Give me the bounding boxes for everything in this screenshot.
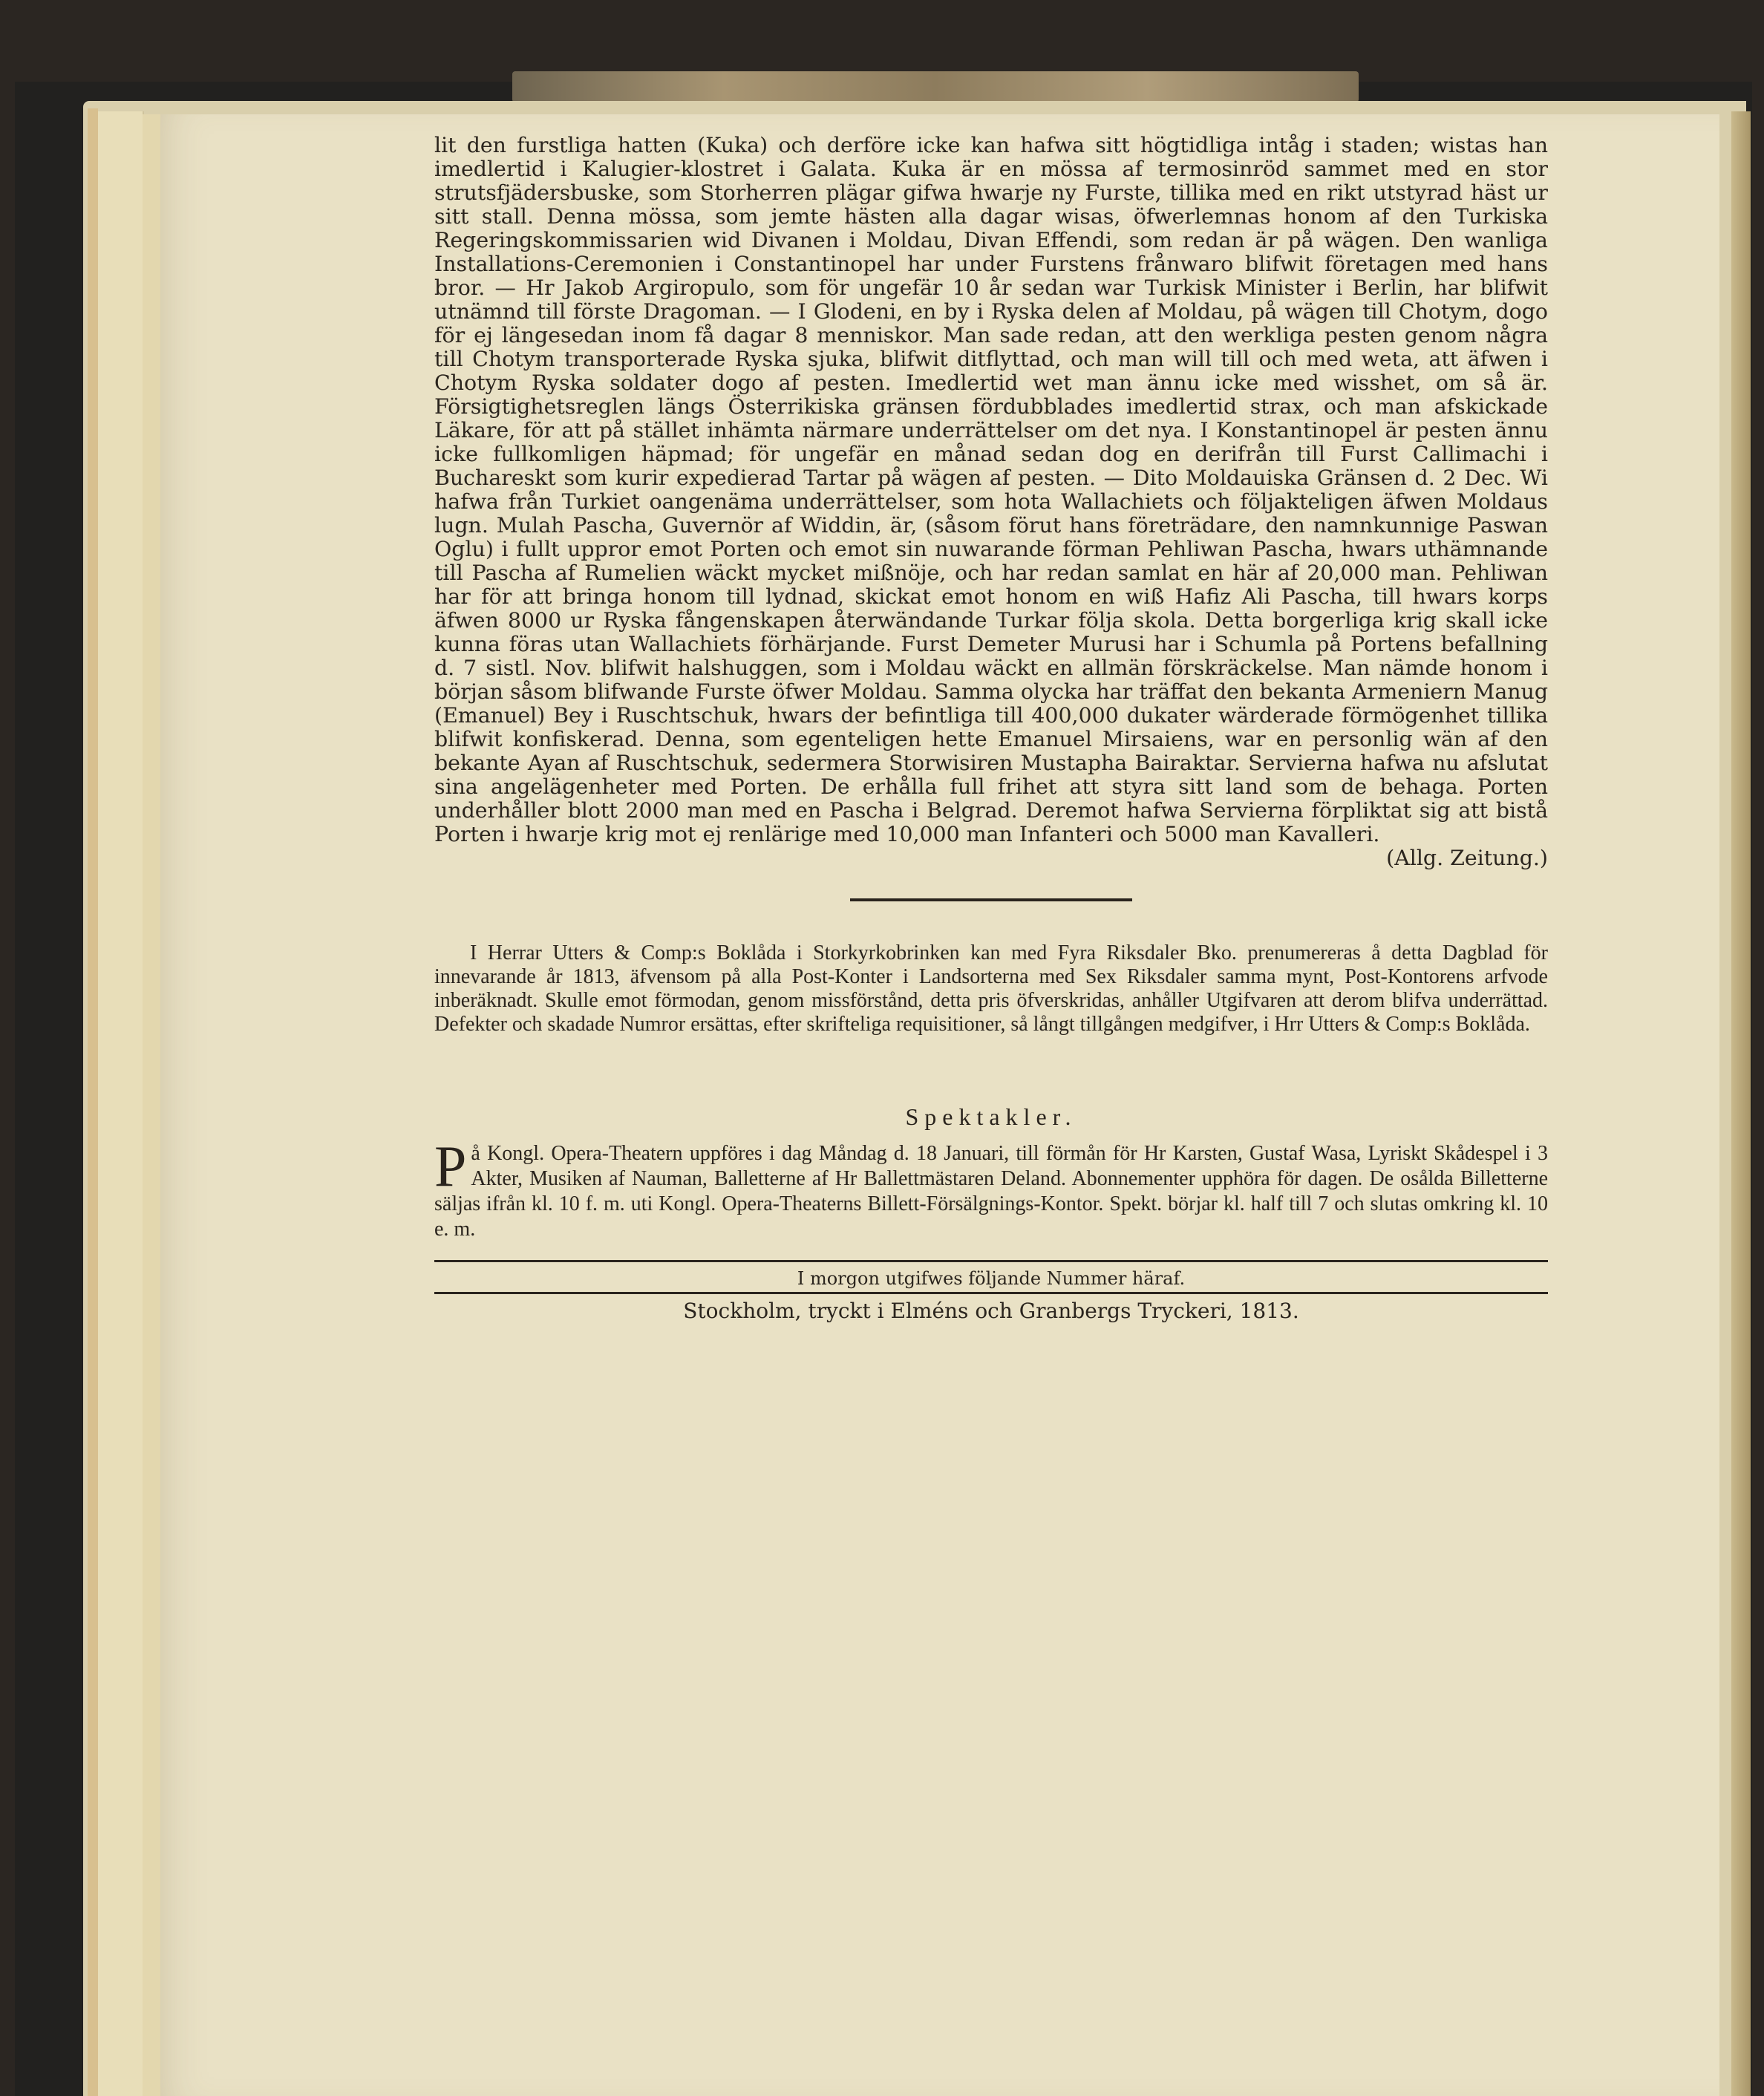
next-issue-line: I morgon utgifwes följande Nummer häraf. — [797, 1268, 1186, 1289]
footer-rule-top — [434, 1260, 1548, 1262]
page-edge — [98, 111, 144, 2096]
drop-cap: P — [434, 1134, 467, 1198]
page-edge-right — [1731, 111, 1751, 2096]
page-edge — [88, 108, 98, 2096]
book-binding-strip — [512, 71, 1359, 102]
page-text-block — [434, 134, 1548, 1323]
page-edge — [143, 114, 162, 2096]
opera-text: å Kongl. Opera-Theatern uppföres i dag Måndag d. 18 Januari, till förmån för Hr Karsten, Gustaf Wasa, Lyriskt Skådespel i 3 Akter, Musiken af Nauman, Balletterne af Hr Ballettmästaren Deland. Abonnementer upphöra för dagen. De osålda Billetterne säljas ifrån kl. 10 f. m. uti Kongl. Opera-Theaterns Billett-Försälgnings-Kontor. Spekt. börjar kl. half till 7 och slutas omkring kl. 10 e. m. — [434, 1142, 1548, 1241]
opera-announcement — [434, 1134, 1548, 1242]
printer-imprint: Stockholm, tryckt i Elméns och Granbergs Tryckeri, 1813. — [683, 1299, 1299, 1323]
section-divider — [850, 898, 1132, 901]
article-source: (Allg. Zeitung.) — [1386, 846, 1548, 870]
section-title: Spektakler. — [905, 1103, 1077, 1130]
footer-rule-bottom — [434, 1292, 1548, 1294]
subscription-notice: I Herrar Utters & Comp:s Boklåda i Storkyrkobrinken kan med Fyra Riksdaler Bko. prenumereras å detta Dagblad för innevarande år 1813, äfvensom på alla Post-Konter i Landsorterna med Sex Riksdaler samma mynt, Post-Kontorens arfvode inberäknadt. Skulle emot förmodan, genom missförstånd, detta pris öfverskridas, anhåller Utgifvaren att derom blifva underrättad. Defekter och skadade Numror ersättas, efter skrifteliga requisitioner, så långt tillgången medgifver, i Hrr Utters & Comp:s Boklåda. — [434, 941, 1548, 1036]
news-article: lit den furstliga hatten (Kuka) och derföre icke kan hafwa sitt högtidliga intåg i staden; wistas han imedlertid i Kalugier-klostret i Galata. Kuka är en mössa af termosinröd sammet med en stor strutsfjädersbuske, som Storherren plägar gifwa hwarje ny Furste, tillika med en rikt utstyrad häst ur sitt stall. Denna mössa, som jemte hästen alla dagar wisas, öfwerlemnas honom af den Turkiska Regeringskommissarien wid Divanen i Moldau, Divan Effendi, som redan är på wägen. Den wanliga Installations-Ceremonien i Constantinopel har under Furstens frånwaro blifwit företagen med hans bror. — Hr Jakob Argiropulo, som för ungefär 10 år sedan war Turkisk Minister i Berlin, har blifwit utnämnd till förste Dragoman. — I Glodeni, en by i Ryska delen af Moldau, på wägen till Chotym, dogo för ej längesedan inom få dagar 8 menniskor. Man sade redan, att den werkliga pesten genom några till Chotym transporterade Ryska sjuka, blifwit ditflyttad, och man will till och med weta, att äfwen i Chotym Ryska soldater dogo af pesten. Imedlertid wet man ännu icke med wisshet, om så är. Försigtighetsreglen längs Österrikiska gränsen fördubblades imedlertid strax, och man afskickade Läkare, för att på stället inhämta närmare underrättelser om det nya. I Konstantinopel är pesten ännu icke fullkomligen häpmad; för ungefär en månad sedan dog en derifrån till Furst Callimachi i Buchareskt som kurir expedierad Tartar på wägen af pesten. — Dito Moldauiska Gränsen d. 2 Dec. Wi hafwa från Turkiet oangenäma underrättelser, som hota Wallachiets och följakteligen äfwen Moldaus lugn. Mulah Pascha, Guvernör af Widdin, är, (såsom förut hans företrädare, den namnkunnige Paswan Oglu) i fullt uppror emot Porten och emot sin nuwarande förman Pehliwan Pascha, hwars uthämnande till Pascha af Rumelien wäckt mycket mißnöje, och har redan samlat en här af 20,000 man. Pehliwan har för att bringa honom till lydnad, skickat emot honom en wiß Hafiz Ali Pascha, till hwars korps äfwen 8000 ur Ryska fångenskapen återwändande Turkar följa skola. Detta borgerliga krig skall icke kunna föras utan Wallachiets förhärjande. Furst Demeter Murusi har i Schumla på Portens befallning d. 7 sistl. Nov. blifwit halshuggen, som i Moldau wäckt en allmän förskräckelse. Man nämde honom i början såsom blifwande Furste öfwer Moldau. Samma olycka har träffat den bekanta Armeniern Manug (Emanuel) Bey i Ruschtschuk, hwars der befintliga till 400,000 dukater wärderade förmögenhet tillika blifwit konfiskerad. Denna, som egenteligen hette Emanuel Mirsaiens, war en personlig wän af den bekante Ayan af Ruschtschuk, sedermera Storwisiren Mustapha Bairaktar. Servierna hafwa nu afslutat sina angelägenheter med Porten. De erhålla full frihet att styra sitt land som de behaga. Porten underhåller blott 2000 man med en Pascha i Belgrad. Deremot hafwa Servierna förpliktat sig att bistå Porten i hwarje krig mot ej renlärige med 10,000 man Infanteri och 5000 man Kavalleri. — [434, 133, 1548, 846]
